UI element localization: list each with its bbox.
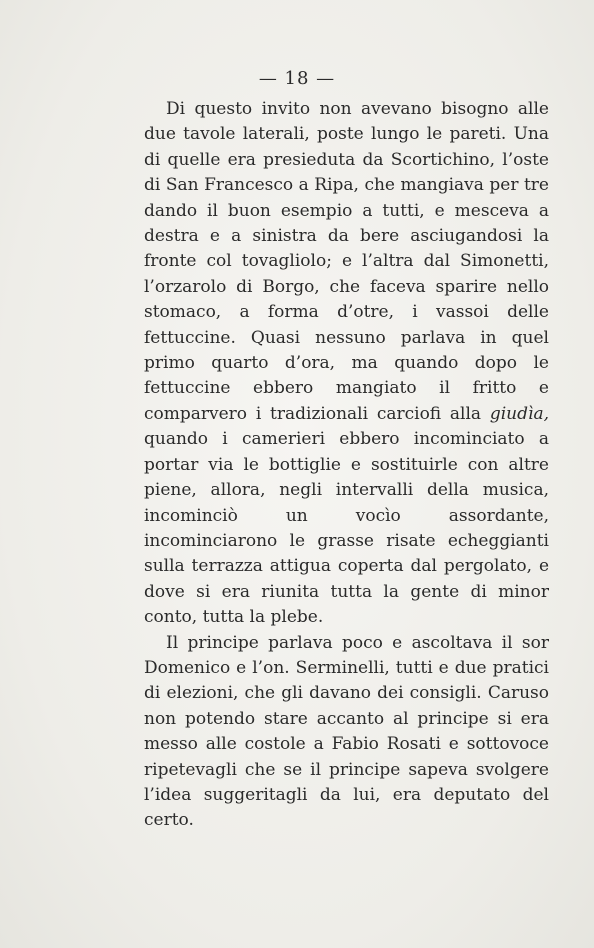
page-number: — 18 — (258, 68, 336, 89)
paragraph-1-text-end: quando i camerieri ebbero incominciato a portar via le bottiglie e sostituirle con altre piene, allora, negli intervalli della musica, incominciò un vocìo assordante, incominciarono le grasse risate echeggianti sulla terrazza attigua coperta dal pergolato, e dove si era riunita tutta la gente di minor conto, tutta la plebe. (144, 429, 549, 628)
italic-word: giudìa, (489, 403, 549, 424)
paragraph-1-text-start: Di questo invito non avevano bisogno alle due tavole laterali, poste lungo le pareti. Una di quelle era presieduta da Scortichino, l’oste di San Francesco a Ripa, che mangiava per tre dando il buon esempio a tutti, e mesceva a destra e a sinistra da bere asciugandosi la fronte col tovagliolo; e l’altra dal Simonetti, l’orzarolo di Borgo, che faceva sparire nello stomaco, a forma d’otre, i vassoi delle fettuccine. Quasi nessuno parlava in quel primo quarto d’ora, ma quando dopo le fettuccine ebbero mangiato il fritto e comparvero i tradizionali carciofi alla (144, 99, 549, 424)
paragraph-2: Il principe parlava poco e ascoltava il sor Domenico e l’on. Serminelli, tutti e due pratici di elezioni, che gli davano dei consigli. Caruso non potendo stare accanto al principe si era messo alle costole a Fabio Rosati e sottovoce ripetevagli che se il principe sapeva svolgere l’idea suggeritagli da lui, era deputato del certo. (144, 632, 549, 831)
paragraph-1 (144, 97, 549, 631)
body-text (144, 97, 549, 834)
